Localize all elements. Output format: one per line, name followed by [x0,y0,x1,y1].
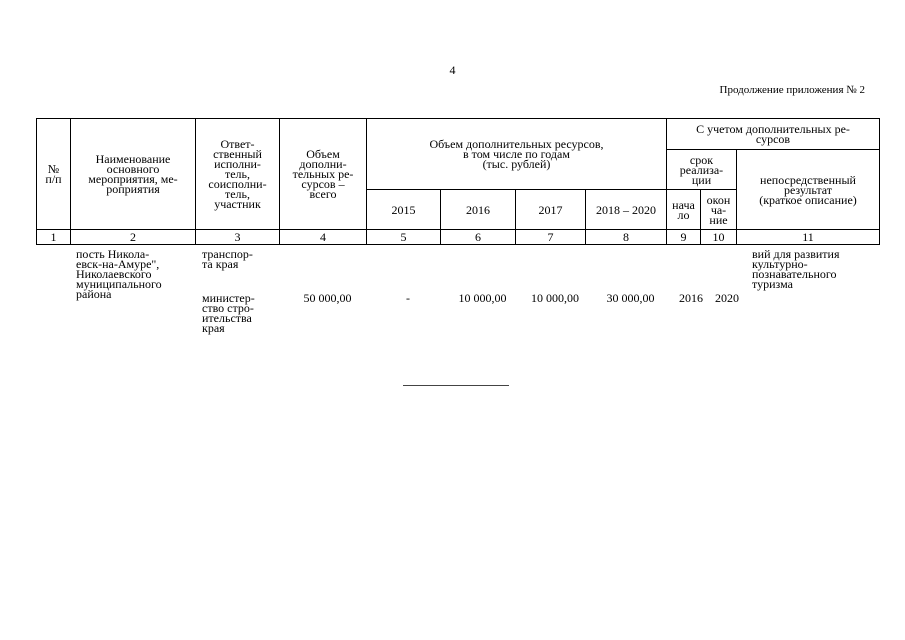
header-year-2018-2020: 2018 – 2020 [586,190,667,230]
col-number: 8 [586,230,667,245]
header-end: окон ча- ние [701,190,737,230]
header-group-resources: Объем дополнительных ресурсов, в том числе по годам (тыс. рублей) [367,119,667,190]
header-col-responsible: Ответ- ственный исполни- тель, соисполни- тель, участник [196,119,280,230]
header-term: срок реализа- ции [667,150,737,190]
row-2017: 10 000,00 [531,291,579,305]
column-numbers-row [37,230,880,245]
header-col-number: № п/п [37,119,71,230]
header-result: непосредственный результат (краткое описание) [737,150,880,230]
row-responsible-bottom: министер- ство стро- ительства края [202,291,255,335]
col-number: 5 [367,230,441,245]
header-table [36,118,880,245]
appendix-note: Продолжение приложения № 2 [719,84,865,96]
col-number: 2 [71,230,196,245]
page-number: 4 [449,63,456,77]
row-name: пость Никола- евск-на-Амуре", Николаевского муниципального района [76,247,162,301]
row-2018-2020: 30 000,00 [606,291,655,305]
header-year-2016: 2016 [441,190,516,230]
header-group-additional: С учетом дополнительных ре- сурсов [667,119,880,150]
col-number: 4 [280,230,367,245]
col-number: 6 [441,230,516,245]
col-number: 9 [667,230,701,245]
header-year-2017: 2017 [516,190,586,230]
header-col-total: Объем дополни- тельных ре- сурсов – всего [280,119,367,230]
col-number: 10 [701,230,737,245]
row-responsible-top: транспор- та края [202,247,253,271]
row-result: вий для развития культурно- познавательного туризма [752,247,840,291]
row-start: 2016 [679,291,703,305]
header-col-name: Наименование основного мероприятия, ме- роприятия [71,119,196,230]
footer-divider [403,385,509,386]
col-number: 11 [737,230,880,245]
col-number: 7 [516,230,586,245]
col-number: 1 [37,230,71,245]
row-2016: 10 000,00 [458,291,507,305]
row-2015: - [406,291,410,305]
col-number: 3 [196,230,280,245]
header-start: нача ло [667,190,701,230]
row-end: 2020 [715,291,739,305]
row-total: 50 000,00 [303,291,352,305]
header-year-2015: 2015 [367,190,441,230]
